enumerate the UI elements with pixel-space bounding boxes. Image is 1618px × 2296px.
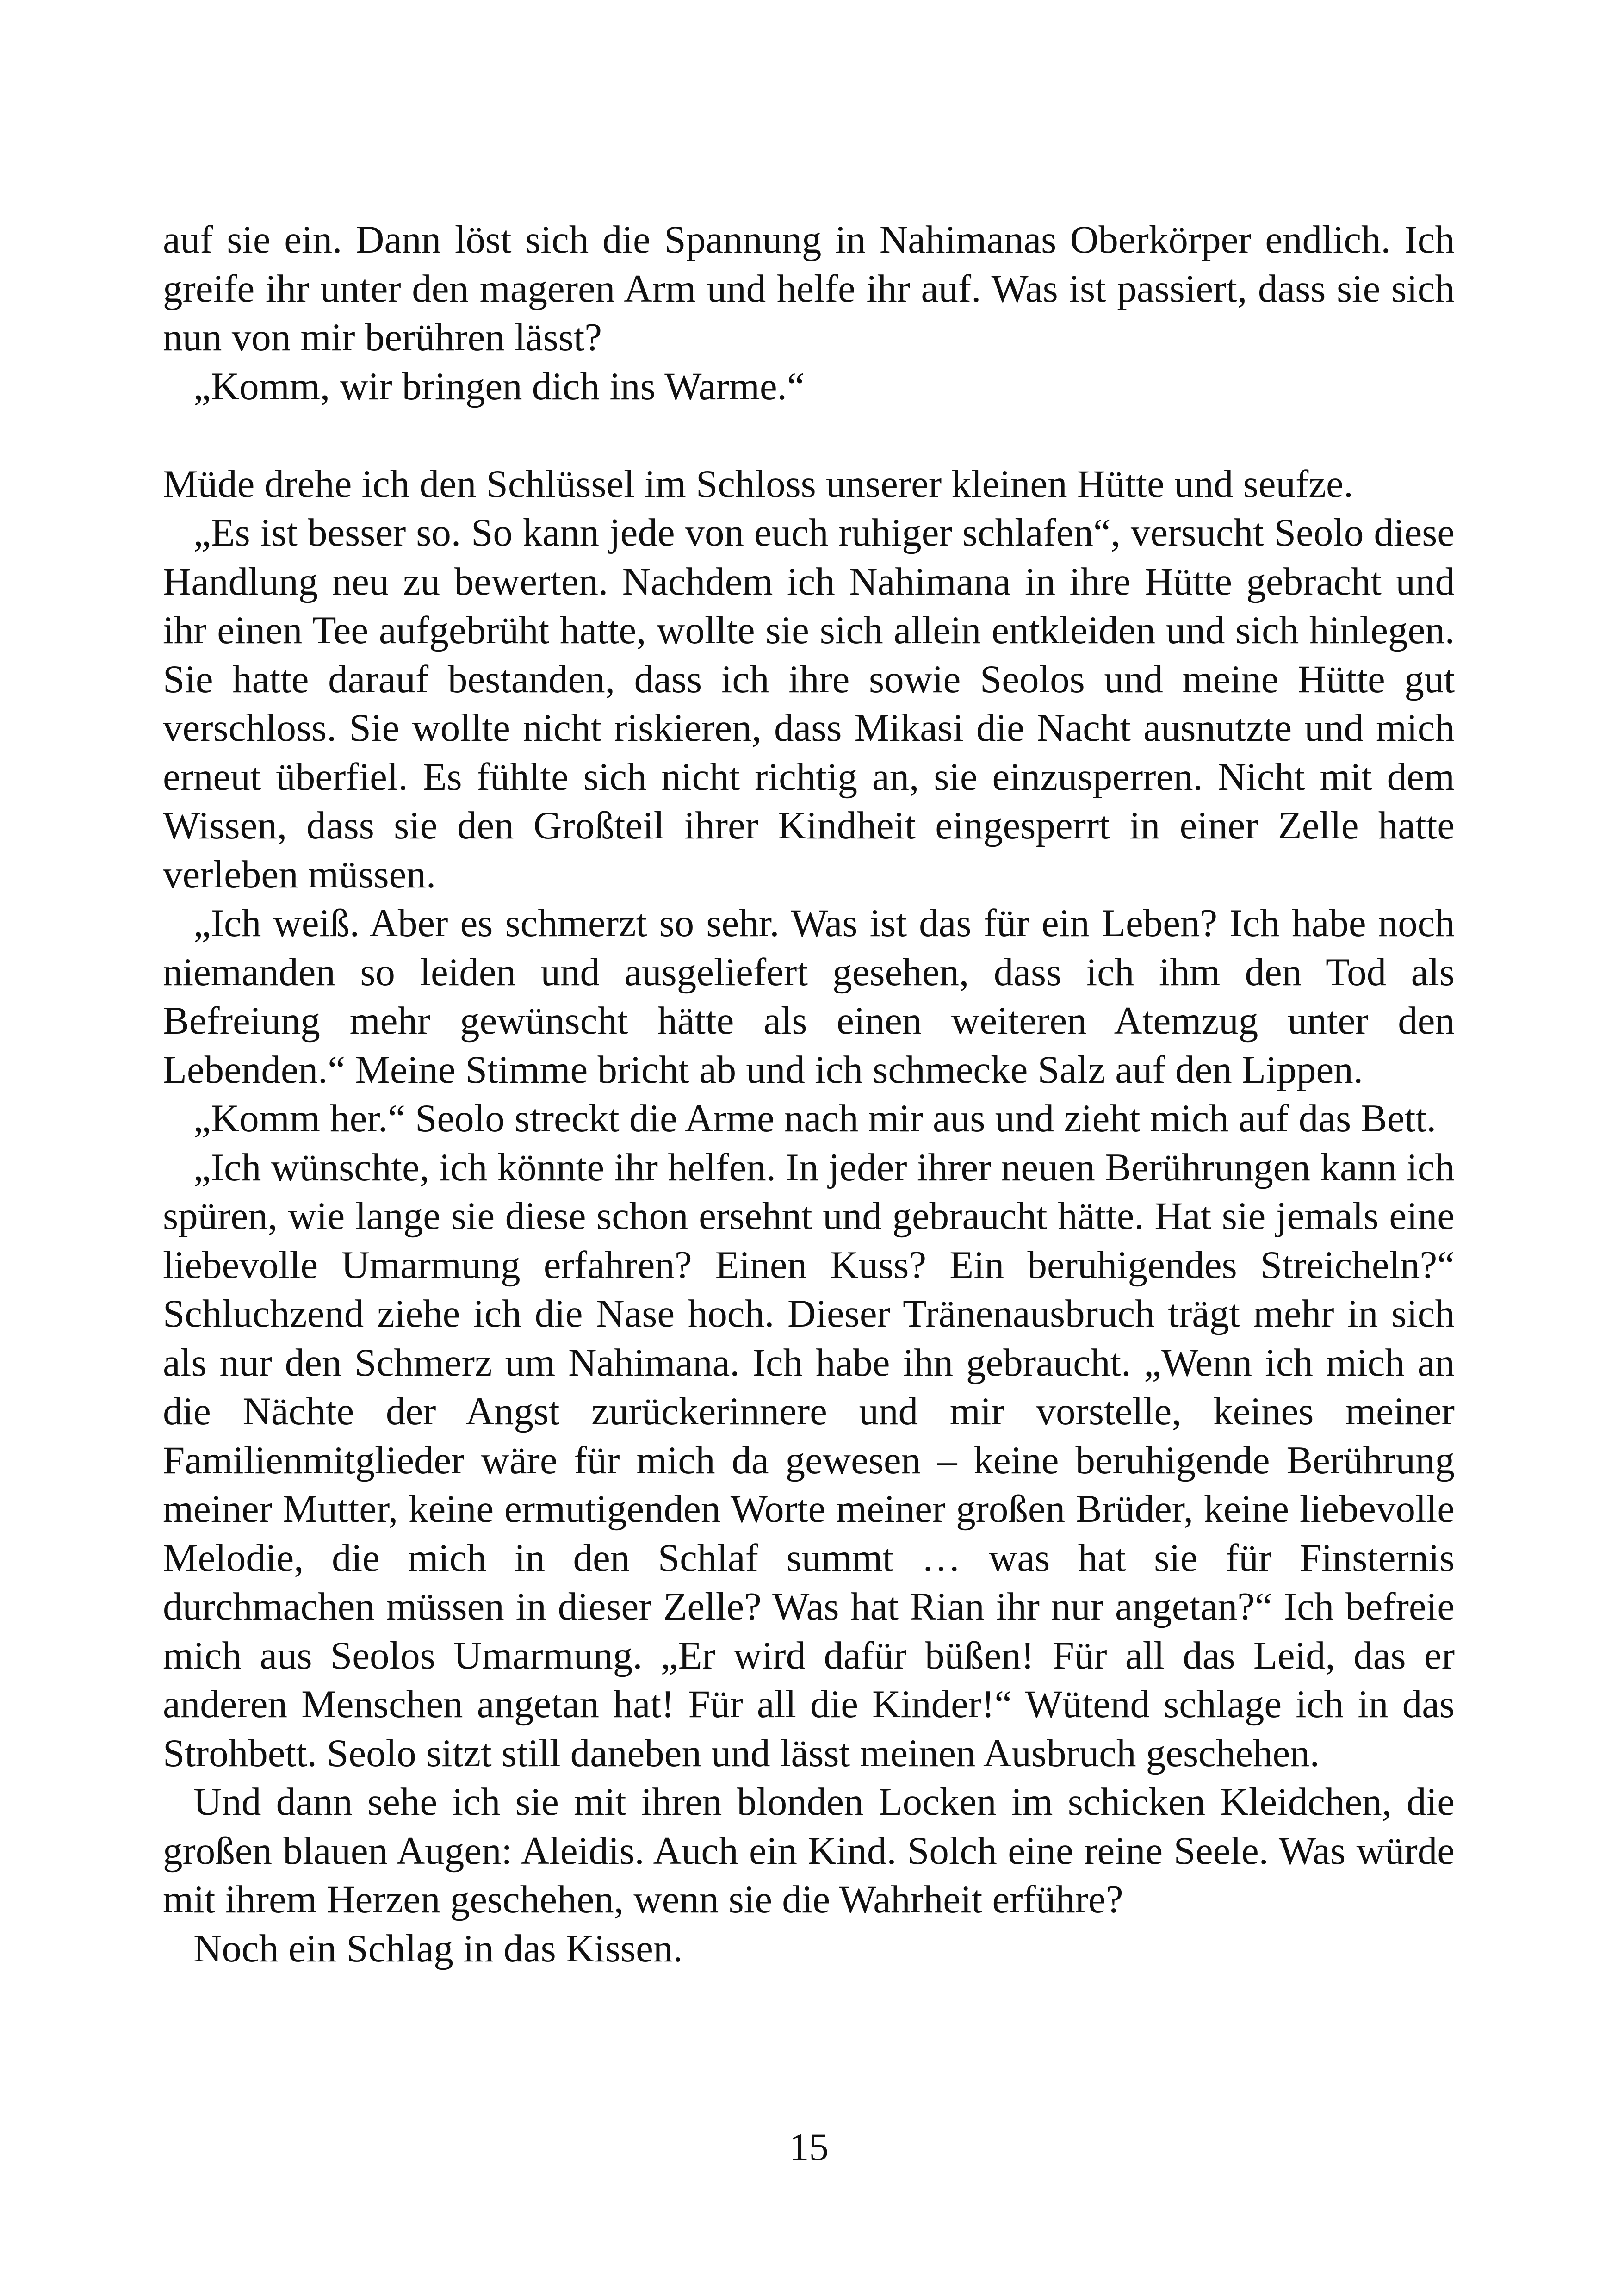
paragraph: „Komm, wir bringen dich ins Warme.“ bbox=[193, 364, 805, 408]
paragraph: Müde drehe ich den Schlüssel im Schloss unserer kleinen Hütte und seufze. bbox=[163, 462, 1353, 506]
body-text bbox=[163, 216, 1455, 1973]
page-number: 15 bbox=[789, 2125, 829, 2169]
paragraph: Und dann sehe ich sie mit ihren blonden Locken im schicken Kleidchen, die großen blauen Augen: Aleidis. Auch ein Kind. Solch eine reine Seele. Was würde mit ihrem Herzen geschehen, wenn sie die Wahrheit erführe? bbox=[163, 1780, 1455, 1921]
paragraph: „Komm her.“ Seolo streckt die Arme nach mir aus und zieht mich auf das Bett. bbox=[193, 1097, 1437, 1140]
paragraph: auf sie ein. Dann löst sich die Spannung in Nahimanas Oberkörper endlich. Ich greife ihr unter den mageren Arm und helfe ihr auf. Was ist passiert, dass sie sich nun von mir berühren lässt? bbox=[163, 218, 1455, 359]
paragraph: „Ich weiß. Aber es schmerzt so sehr. Was ist das für ein Leben? Ich habe noch niemanden so leiden und ausgeliefert gesehen, dass ich ihm den Tod als Befreiung mehr gewünscht hätte als einen weiteren Atemzug unter den Lebenden.“ Meine Stimme bricht ab und ich schmecke Salz auf den Lippen. bbox=[163, 901, 1455, 1092]
paragraph: „Es ist besser so. So kann jede von euch ruhiger schlafen“, versucht Seolo diese Handlung neu zu bewerten. Nachdem ich Nahimana in ihre Hütte gebracht und ihr einen Tee aufgebrüht hatte, wollte sie sich allein entkleiden und sich hinlegen. Sie hatte darauf bestanden, dass ich ihre sowie Seolos und meine Hütte gut verschloss. Sie wollte nicht riskieren, dass Mikasi die Nacht ausnutzte und mich erneut überfiel. Es fühlte sich nicht richtig an, sie einzusperren. Nicht mit dem Wissen, dass sie den Großteil ihrer Kindheit eingesperrt in einer Zelle hatte verleben müssen. bbox=[163, 511, 1455, 896]
paragraph: „Ich wünschte, ich könnte ihr helfen. In jeder ihrer neuen Berührungen kann ich spüren, wie lange sie diese schon ersehnt und gebraucht hätte. Hat sie jemals eine liebevolle Umarmung erfahren? Einen Kuss? Ein beruhigendes Streicheln?“ Schluchzend ziehe ich die Nase hoch. Dieser Tränenausbruch trägt mehr in sich als nur den Schmerz um Nahimana. Ich habe ihn gebraucht. „Wenn ich mich an die Nächte der Angst zurückerinnere und mir vorstelle, keines meiner Familienmitglieder wäre für mich da gewesen – keine beruhigende Berührung meiner Mutter, keine ermutigenden Worte meiner großen Brüder, keine liebevolle Melodie, die mich in den Schlaf summt … was hat sie für Finsternis durchmachen müssen in dieser Zelle? Was hat Rian ihr nur angetan?“ Ich befreie mich aus Seolos Umarmung. „Er wird dafür büßen! Für all das Leid, das er anderen Menschen angetan hat! Für all die Kinder!“ Wütend schlage ich in das Strohbett. Seolo sitzt still daneben und lässt meinen Ausbruch geschehen. bbox=[163, 1145, 1455, 1775]
scene-break bbox=[163, 411, 1455, 460]
paragraph: Noch ein Schlag in das Kissen. bbox=[193, 1926, 683, 1970]
